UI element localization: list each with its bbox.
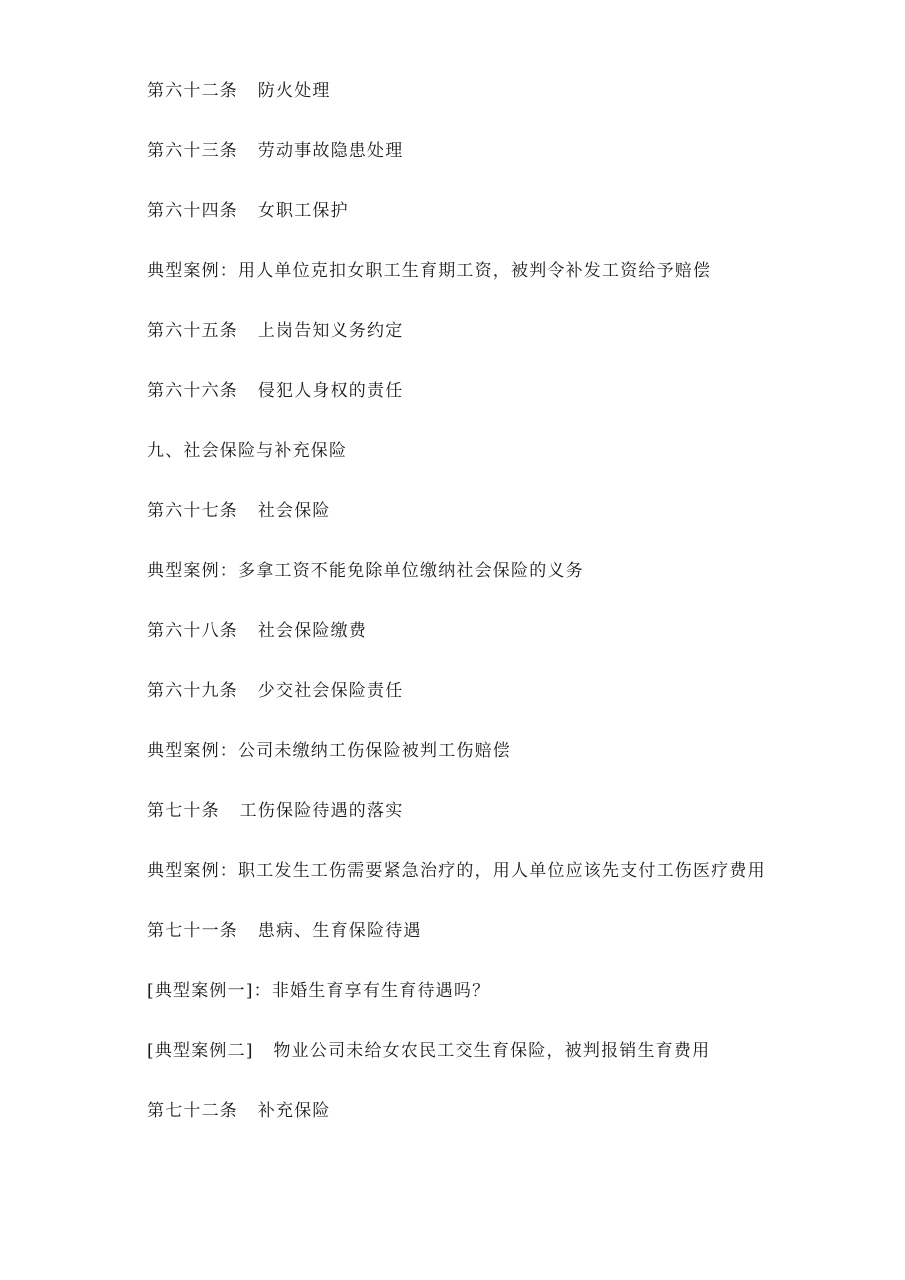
toc-line-case-2: [典型案例二] 物业公司未给女农民工交生育保险，被判报销生育费用 xyxy=(147,1041,711,1061)
toc-line-article-67: 第六十七条 社会保险 xyxy=(147,501,331,521)
toc-line-article-63: 第六十三条 劳动事故隐患处理 xyxy=(147,141,404,161)
toc-line-article-64: 第六十四条 女职工保护 xyxy=(147,201,349,221)
toc-section-heading: 九、社会保险与补充保险 xyxy=(147,441,348,461)
toc-line-article-70: 第七十条 工伤保险待遇的落实 xyxy=(147,801,404,821)
toc-line-case-1: [典型案例一]：非婚生育享有生育待遇吗？ xyxy=(147,981,491,1001)
toc-line-article-66: 第六十六条 侵犯人身权的责任 xyxy=(147,381,404,401)
toc-line-article-62: 第六十二条 防火处理 xyxy=(147,81,331,101)
toc-line-case: 典型案例：公司未缴纳工伤保险被判工伤赔偿 xyxy=(147,741,511,761)
toc-line-article-72: 第七十二条 补充保险 xyxy=(147,1101,331,1121)
toc-line-article-69: 第六十九条 少交社会保险责任 xyxy=(147,681,404,701)
toc-line-article-71: 第七十一条 患病、生育保险待遇 xyxy=(147,921,422,941)
toc-line-case: 典型案例：用人单位克扣女职工生育期工资，被判令补发工资给予赔偿 xyxy=(147,261,712,281)
toc-line-case: 典型案例：职工发生工伤需要紧急治疗的，用人单位应该先支付工伤医疗费用 xyxy=(147,861,766,881)
toc-line-article-68: 第六十八条 社会保险缴费 xyxy=(147,621,368,641)
toc-line-article-65: 第六十五条 上岗告知义务约定 xyxy=(147,321,404,341)
toc-line-case: 典型案例：多拿工资不能免除单位缴纳社会保险的义务 xyxy=(147,561,584,581)
